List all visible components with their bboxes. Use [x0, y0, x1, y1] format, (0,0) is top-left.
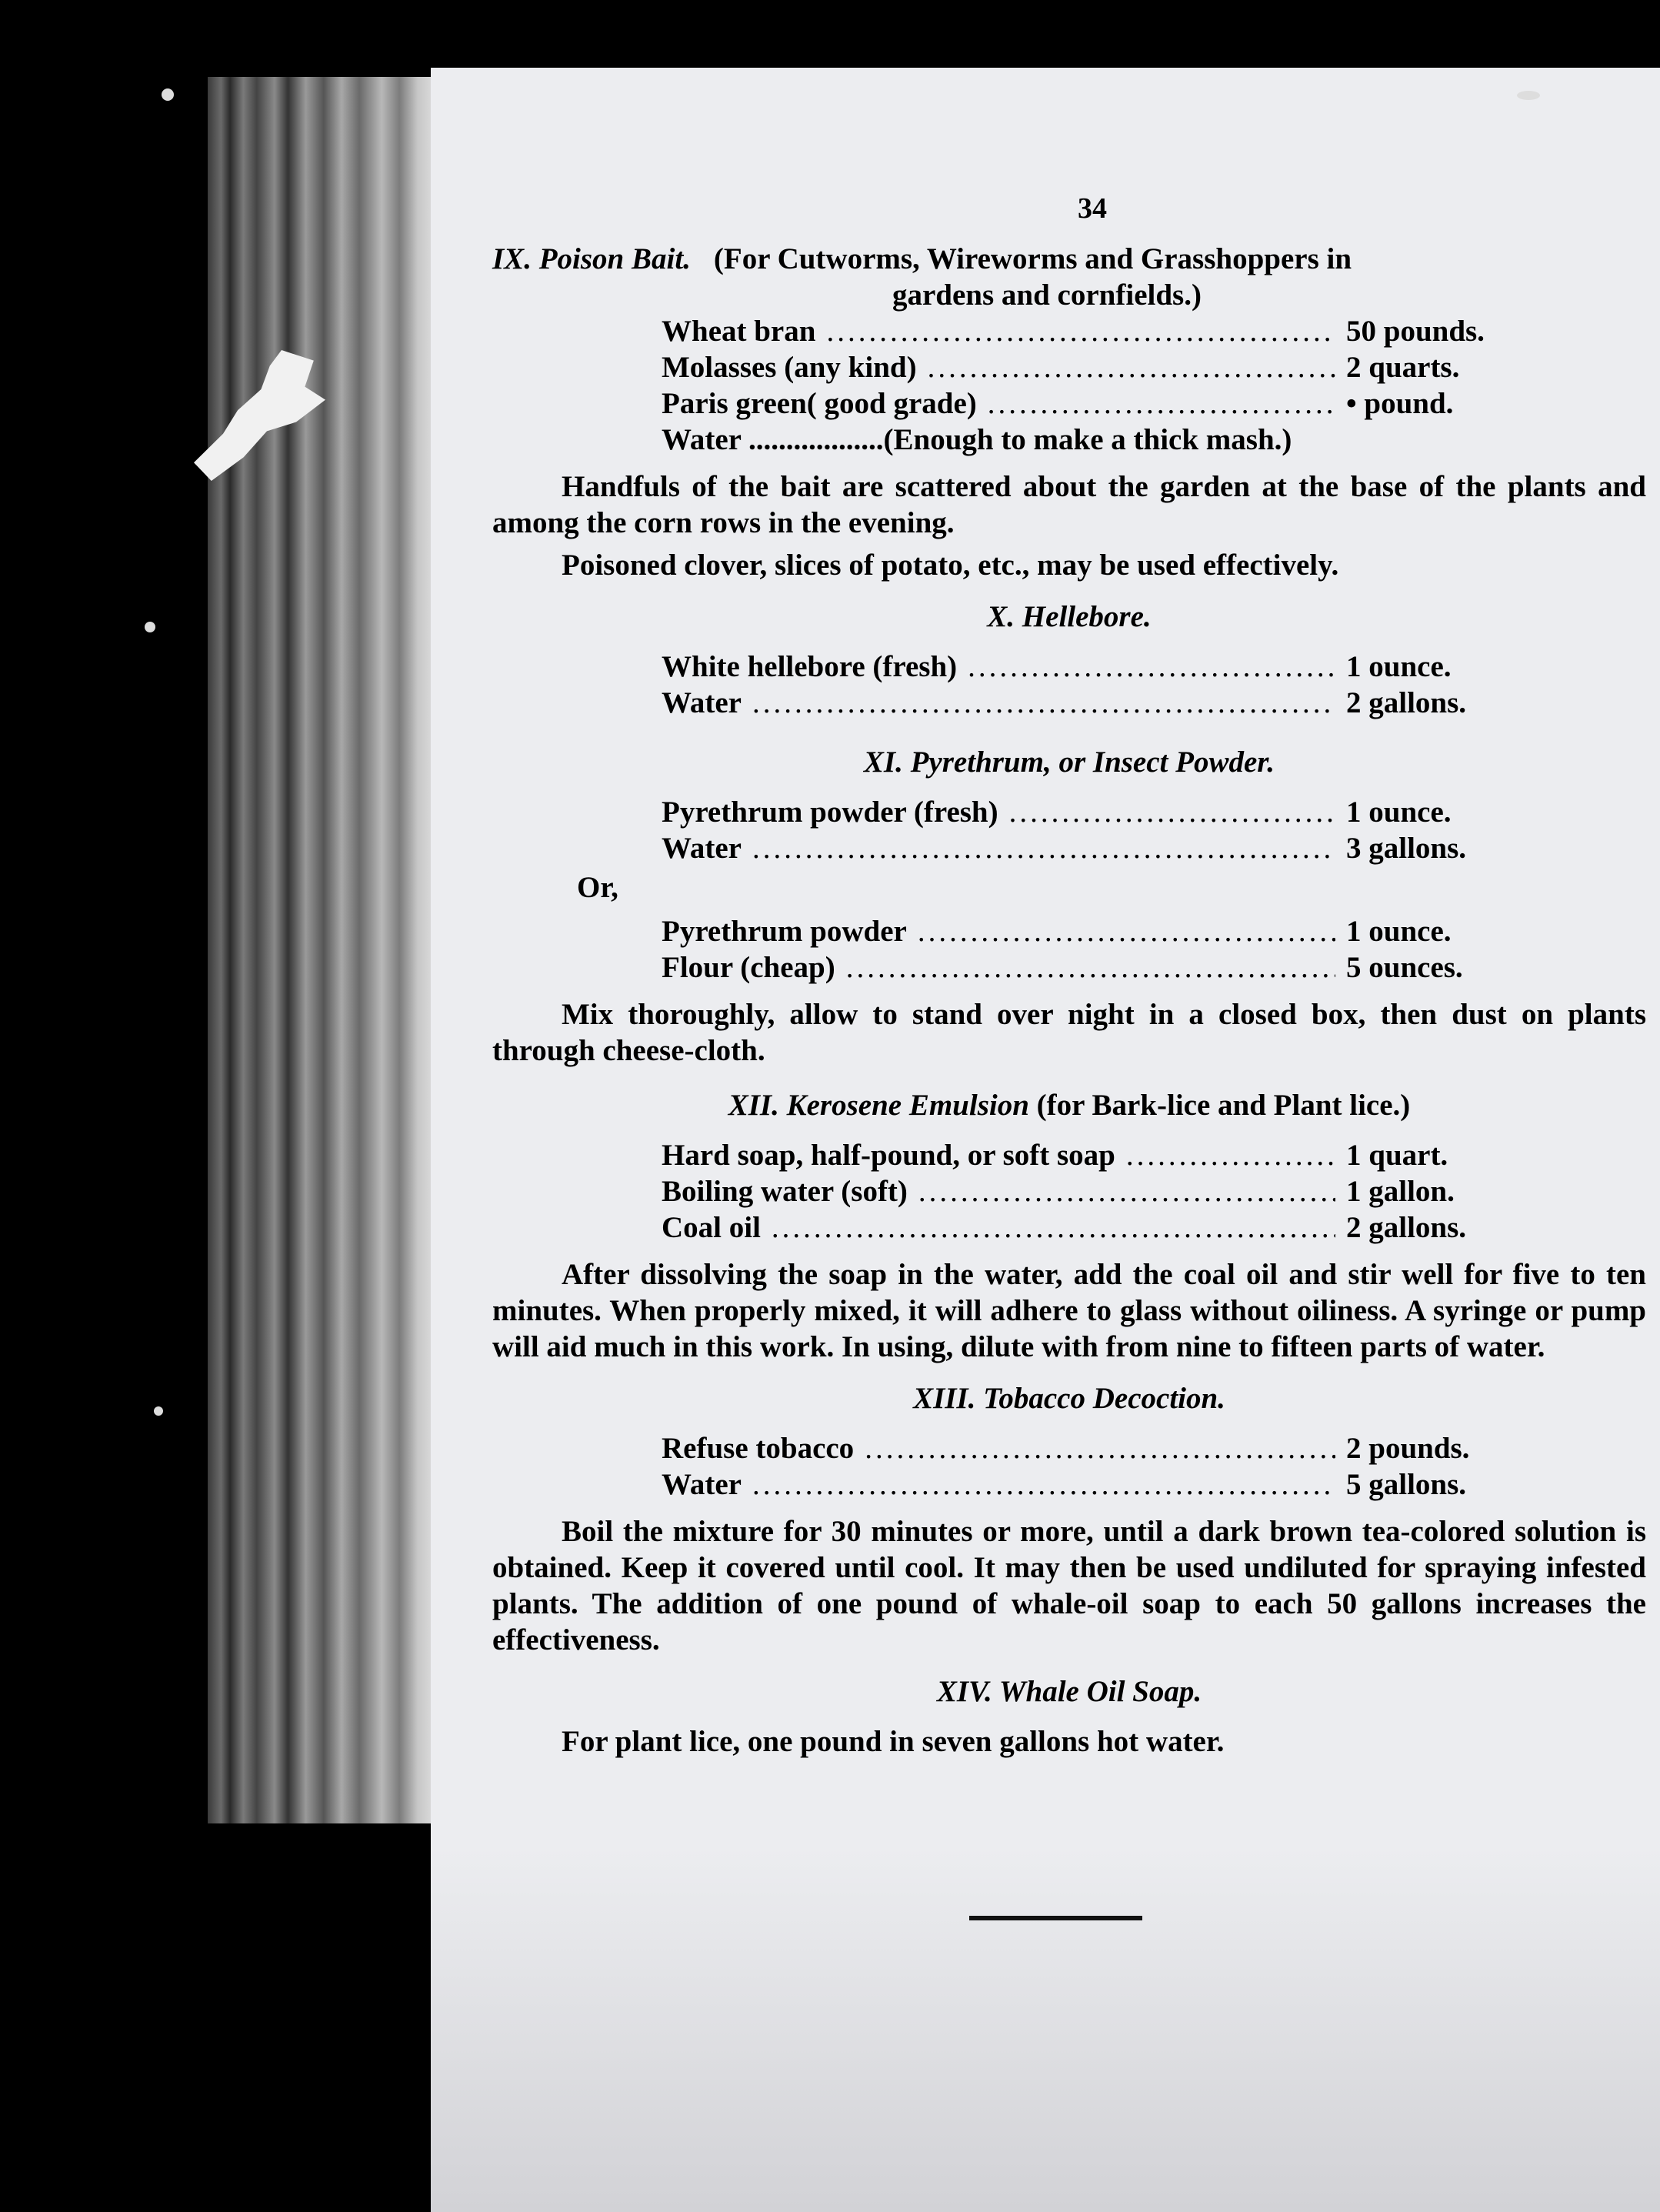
section-x	[492, 599, 1646, 721]
dot-leader	[865, 1430, 1335, 1466]
page-number: 34	[1078, 192, 1107, 225]
section-ix-header	[492, 241, 1646, 277]
section-ix-paragraph-2: Poisoned clover, slices of potato, etc., may be used effectively.	[562, 549, 1339, 582]
ingredient-amount: 50 pounds.	[1346, 315, 1485, 348]
section-xiv-heading: XIV. Whale Oil Soap.	[936, 1675, 1202, 1708]
ingredient-amount: 3 gallons.	[1346, 832, 1467, 865]
ingredient-row	[662, 949, 1508, 986]
section-ix-desc-line2: gardens and cornfields.)	[892, 279, 1202, 312]
ingredient-amount: 1 ounce.	[1346, 650, 1452, 683]
page-content	[492, 191, 1646, 1760]
dust-speck	[145, 622, 155, 632]
dot-leader	[928, 349, 1335, 385]
dot-leader	[826, 313, 1335, 349]
ingredient-name: White hellebore (fresh)	[662, 650, 958, 683]
ingredient-name: Coal oil	[662, 1211, 761, 1244]
page-shadow	[431, 1847, 1660, 2212]
ingredient-name: Refuse tobacco	[662, 1432, 855, 1465]
ingredient-amount: 1 quart.	[1346, 1139, 1448, 1172]
end-rule-divider	[969, 1916, 1142, 1920]
section-xiii-paragraph: Boil the mixture for 30 minutes or more, until a dark brown tea-colored solution is obtained. Keep it covered until cool. It may then be used undiluted for spraying infested plants. The addition of one pound of whale-oil soap to each 50 gallons increases the effectiveness.	[492, 1515, 1646, 1656]
ingredient-row	[662, 1430, 1508, 1466]
section-xi	[492, 744, 1646, 1069]
ingredient-amount: 2 quarts.	[1346, 351, 1460, 384]
ingredient-name: Pyrethrum powder (fresh)	[662, 796, 998, 829]
section-xi-paragraph: Mix thoroughly, allow to stand over night in a closed box, then dust on plants through cheese-cloth.	[492, 998, 1646, 1067]
section-xii-paragraph: After dissolving the soap in the water, add the coal oil and stir well for five to ten minutes. When properly mixed, it will adhere to glass without oiliness. A syringe or pump will aid much in this work. In using, dilute with from nine to fifteen parts of water.	[492, 1258, 1646, 1363]
ingredient-name: Water	[662, 686, 742, 719]
dot-leader	[968, 649, 1335, 685]
dust-speck	[154, 1406, 163, 1416]
ingredient-row	[662, 649, 1508, 685]
ingredient-name: Pyrethrum powder	[662, 915, 907, 948]
section-x-heading: X. Hellebore.	[987, 600, 1152, 633]
section-ix	[492, 241, 1646, 583]
book-page-stack	[208, 77, 431, 1823]
dot-leader	[772, 1209, 1335, 1246]
dust-speck	[1517, 91, 1540, 100]
section-ix-desc-line1: (For Cutworms, Wireworms and Grasshoppers in	[713, 242, 1352, 275]
ingredient-row	[662, 1137, 1508, 1173]
section-xi-heading: XI. Pyrethrum, or Insect Powder.	[863, 746, 1275, 779]
ingredient-row	[662, 830, 1508, 866]
dot-leader	[752, 685, 1335, 721]
ingredient-amount: 5 gallons.	[1346, 1468, 1467, 1501]
section-ix-paragraph: Handfuls of the bait are scattered about the garden at the base of the plants and among the corn rows in the evening.	[492, 470, 1646, 539]
section-xii	[492, 1087, 1646, 1365]
ingredient-row	[662, 1466, 1508, 1503]
ingredient-row	[662, 385, 1508, 422]
dot-leader	[752, 830, 1335, 866]
or-label: Or,	[577, 871, 618, 904]
dot-leader	[1126, 1137, 1335, 1173]
ingredient-water-line: Water ..................(Enough to make a thick mash.)	[662, 423, 1292, 456]
ingredient-row	[662, 1173, 1508, 1209]
ingredient-row	[662, 349, 1508, 385]
dot-leader	[918, 1173, 1335, 1209]
section-xiii	[492, 1380, 1646, 1658]
ingredient-amount: 1 ounce.	[1346, 796, 1452, 829]
section-xii-heading-note: (for Bark-lice and Plant lice.)	[1036, 1089, 1411, 1122]
ingredient-name: Hard soap, half-pound, or soft soap	[662, 1139, 1115, 1172]
ingredient-name: Flour (cheap)	[662, 951, 835, 984]
ingredient-row	[662, 1209, 1508, 1246]
dust-speck	[162, 88, 174, 101]
ingredient-row	[662, 794, 1508, 830]
dot-leader	[846, 949, 1335, 986]
section-xiii-heading: XIII. Tobacco Decoction.	[913, 1382, 1225, 1415]
ingredient-amount: 2 gallons.	[1346, 1211, 1467, 1244]
ingredient-row	[662, 313, 1508, 349]
ingredient-name: Molasses (any kind)	[662, 351, 917, 384]
ingredient-row	[662, 913, 1508, 949]
ingredient-amount: 1 gallon.	[1346, 1175, 1455, 1208]
ingredient-name: Water	[662, 1468, 742, 1501]
ingredient-amount: 5 ounces.	[1346, 951, 1463, 984]
ingredient-row	[662, 685, 1508, 721]
section-xiv-paragraph: For plant lice, one pound in seven gallons hot water.	[562, 1725, 1225, 1758]
ingredient-amount: 2 pounds.	[1346, 1432, 1470, 1465]
ingredient-name: Wheat bran	[662, 315, 816, 348]
dot-leader	[752, 1466, 1335, 1503]
ingredient-name: Boiling water (soft)	[662, 1175, 908, 1208]
ingredient-amount: 1 ounce.	[1346, 915, 1452, 948]
section-xii-header	[492, 1087, 1646, 1123]
dot-leader	[1009, 794, 1335, 830]
ingredient-amount: • pound.	[1346, 387, 1454, 420]
ingredient-name: Paris green( good grade)	[662, 387, 977, 420]
ingredient-amount: 2 gallons.	[1346, 686, 1467, 719]
section-xii-heading: XII. Kerosene Emulsion	[728, 1089, 1029, 1122]
dot-leader	[988, 385, 1335, 422]
section-ix-heading: IX. Poison Bait.	[492, 242, 691, 275]
ingredient-name: Water	[662, 832, 742, 865]
section-xiv	[492, 1673, 1646, 1760]
dot-leader	[918, 913, 1335, 949]
